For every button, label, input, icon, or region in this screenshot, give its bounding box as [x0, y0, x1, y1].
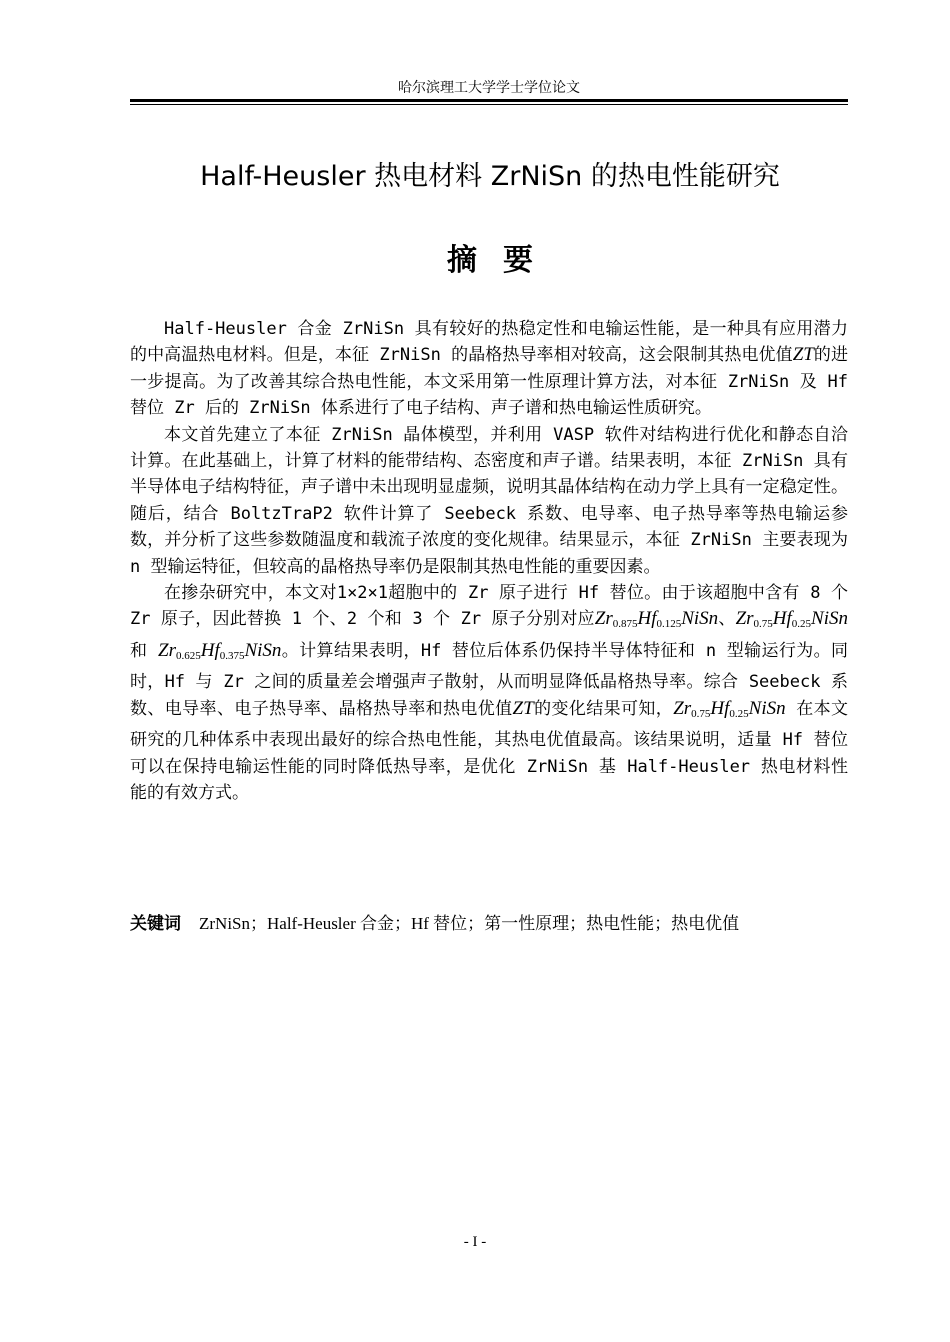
zt-symbol: ZT [792, 344, 814, 366]
abstract-paragraph-1: Half-Heusler 合金 ZrNiSn 具有较好的热稳定性和电输运性能，是一种具有应用潜力的中高温热电材料。但是，本征 ZrNiSn 的晶格热导率相对较高，这会限制其热电优值ZT的进一步提高。为了改善其综合热电性能，本文采用第一性原理计算方法，对本征 ZrNiSn 及 Hf 替位 Zr 后的 ZrNiSn 体系进行了电子结构、声子谱和热电输运性质研究。 [130, 319, 848, 419]
abstract-paragraph-3: 在掺杂研究中，本文对1×2×1超胞中的 Zr 原子进行 Hf 替位。由于该超胞中含有 8 个 Zr 原子，因此替换 1 个、2 个和 3 个 Zr 原子分别对应$Zr_{0.875}Hf_{0.125}NiSn$、$Zr_{0.75}Hf_{0.25}NiSn$ 和 $Zr_{0.625}Hf_{0.375}NiSn$。计算结果表明，Hf 替位后体系仍保持半导体特征和 n 型输运行为。同时，Hf 与 Zr 之间的质量差会增强声子散射，从而明显降低晶格热导率。综合 Seebeck 系数、电导率、电子热导率、晶格热导率和热电优值ZT的变化结果可知，$Zr_{0.75}Hf_{0.25}NiSn$ 在本文研究的几种体系中表现出最好的综合热电性能，其热电优值最高。该结果说明，适量 Hf 替位可以在保持电输运性能的同时降低热导率，是优化 ZrNiSn 基 Half-Heusler 热电材料性能的有效方式。 [130, 583, 849, 803]
abstract-heading: 摘要 [447, 243, 559, 278]
paper-title: Half-Heusler 热电材料 ZrNiSn 的热电性能研究 [200, 161, 780, 192]
header-rule-thick [130, 99, 848, 102]
running-header: 哈尔滨理工大学学士学位论文 [398, 80, 580, 96]
keywords-text: ZrNiSn；Half-Heusler 合金；Hf 替位；第一性原理；热电性能；热电优值 [199, 914, 740, 933]
formula-zr075: $Zr_{0.75}Hf_{0.25}NiSn$ [735, 608, 848, 631]
keywords [130, 910, 848, 938]
abstract-paragraph-2: 本文首先建立了本征 ZrNiSn 晶体模型，并利用 VASP 软件对结构进行优化和静态自洽计算。在此基础上，计算了材料的能带结构、态密度和声子谱。结果表明，本征 ZrNiSn 具有半导体电子结构特征，声子谱中未出现明显虚频，说明其晶体结构在动力学上具有一定稳定性。随后，结合 BoltzTraP2 软件计算了 Seebeck 系数、电导率、电子热导率等热电输运参数，并分析了这些参数随温度和载流子浓度的变化规律。结果显示，本征 ZrNiSn 主要表现为 n 型输运特征，但较高的晶格热导率仍是限制其热电性能的重要因素。 [130, 424, 848, 577]
abstract-body [130, 316, 848, 806]
zt-symbol: ZT [512, 697, 534, 719]
header-rule-thin [130, 104, 848, 105]
formula-zr0625: $Zr_{0.625}Hf_{0.375}NiSn$ [158, 639, 282, 662]
formula-zr0875: $Zr_{0.875}Hf_{0.125}NiSn$ [594, 608, 719, 631]
page-number: - I - [463, 1234, 487, 1250]
keywords-label: 关键词 [130, 914, 181, 934]
formula-zr075-best: $Zr_{0.75}Hf_{0.25}NiSn$ [673, 697, 786, 720]
